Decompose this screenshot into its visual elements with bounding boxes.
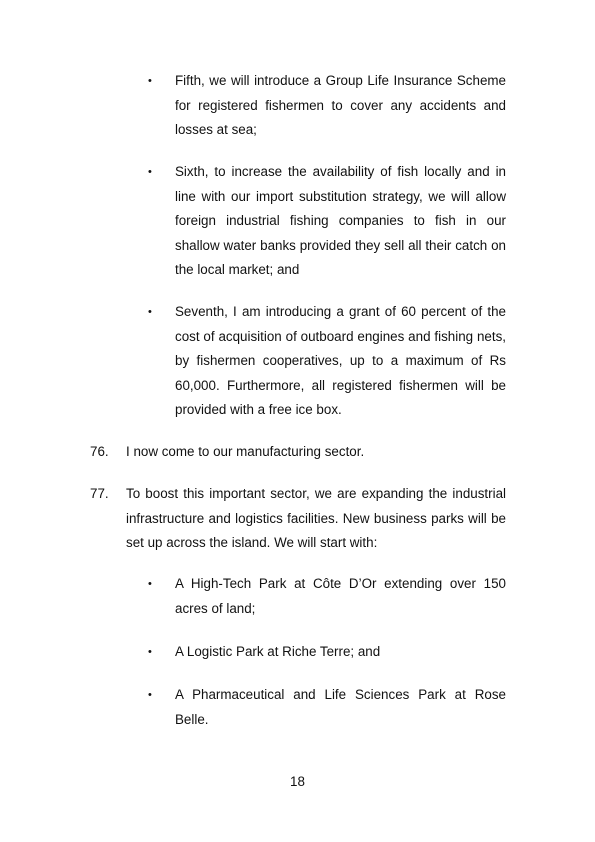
bullet-text: Fifth, we will introduce a Group Life Insurance Scheme for registered fishermen to cover any accidents and losses at sea; (175, 73, 506, 137)
bullet-text: Sixth, to increase the availability of fish locally and in line with our import substitution strategy, we will allow foreign industrial fishing companies to fish in our shallow water banks provided they sell all their catch on the local market; and (175, 164, 506, 277)
bullet-marker: • (148, 689, 152, 701)
bullet-marker: • (148, 306, 152, 318)
paragraph-text: I now come to our manufacturing sector. (126, 444, 365, 459)
bullet-marker: • (148, 646, 152, 658)
paragraph-number: 76. (90, 444, 109, 459)
bullet-text: A Pharmaceutical and Life Sciences Park at Rose Belle. (175, 687, 506, 727)
bullet-marker: • (148, 578, 152, 590)
bullet-marker: • (148, 166, 152, 178)
page-number: 18 (290, 774, 305, 789)
bullet-text: Seventh, I am introducing a grant of 60 percent of the cost of acquisition of outboard engines and fishing nets, by fishermen cooperatives, up to a maximum of Rs 60,000. Furthermore, all registered fishermen will be provided with a free ice box. (175, 304, 506, 417)
bullet-text: A Logistic Park at Riche Terre; and (175, 644, 381, 659)
bullet-text: A High-Tech Park at Côte D’Or extending over 150 acres of land; (175, 576, 506, 616)
paragraph-text: To boost this important sector, we are expanding the industrial infrastructure and logistics facilities. New business parks will be set up across the island. We will start with: (126, 486, 506, 550)
bullet-marker: • (148, 75, 152, 87)
paragraph-number: 77. (90, 486, 109, 501)
